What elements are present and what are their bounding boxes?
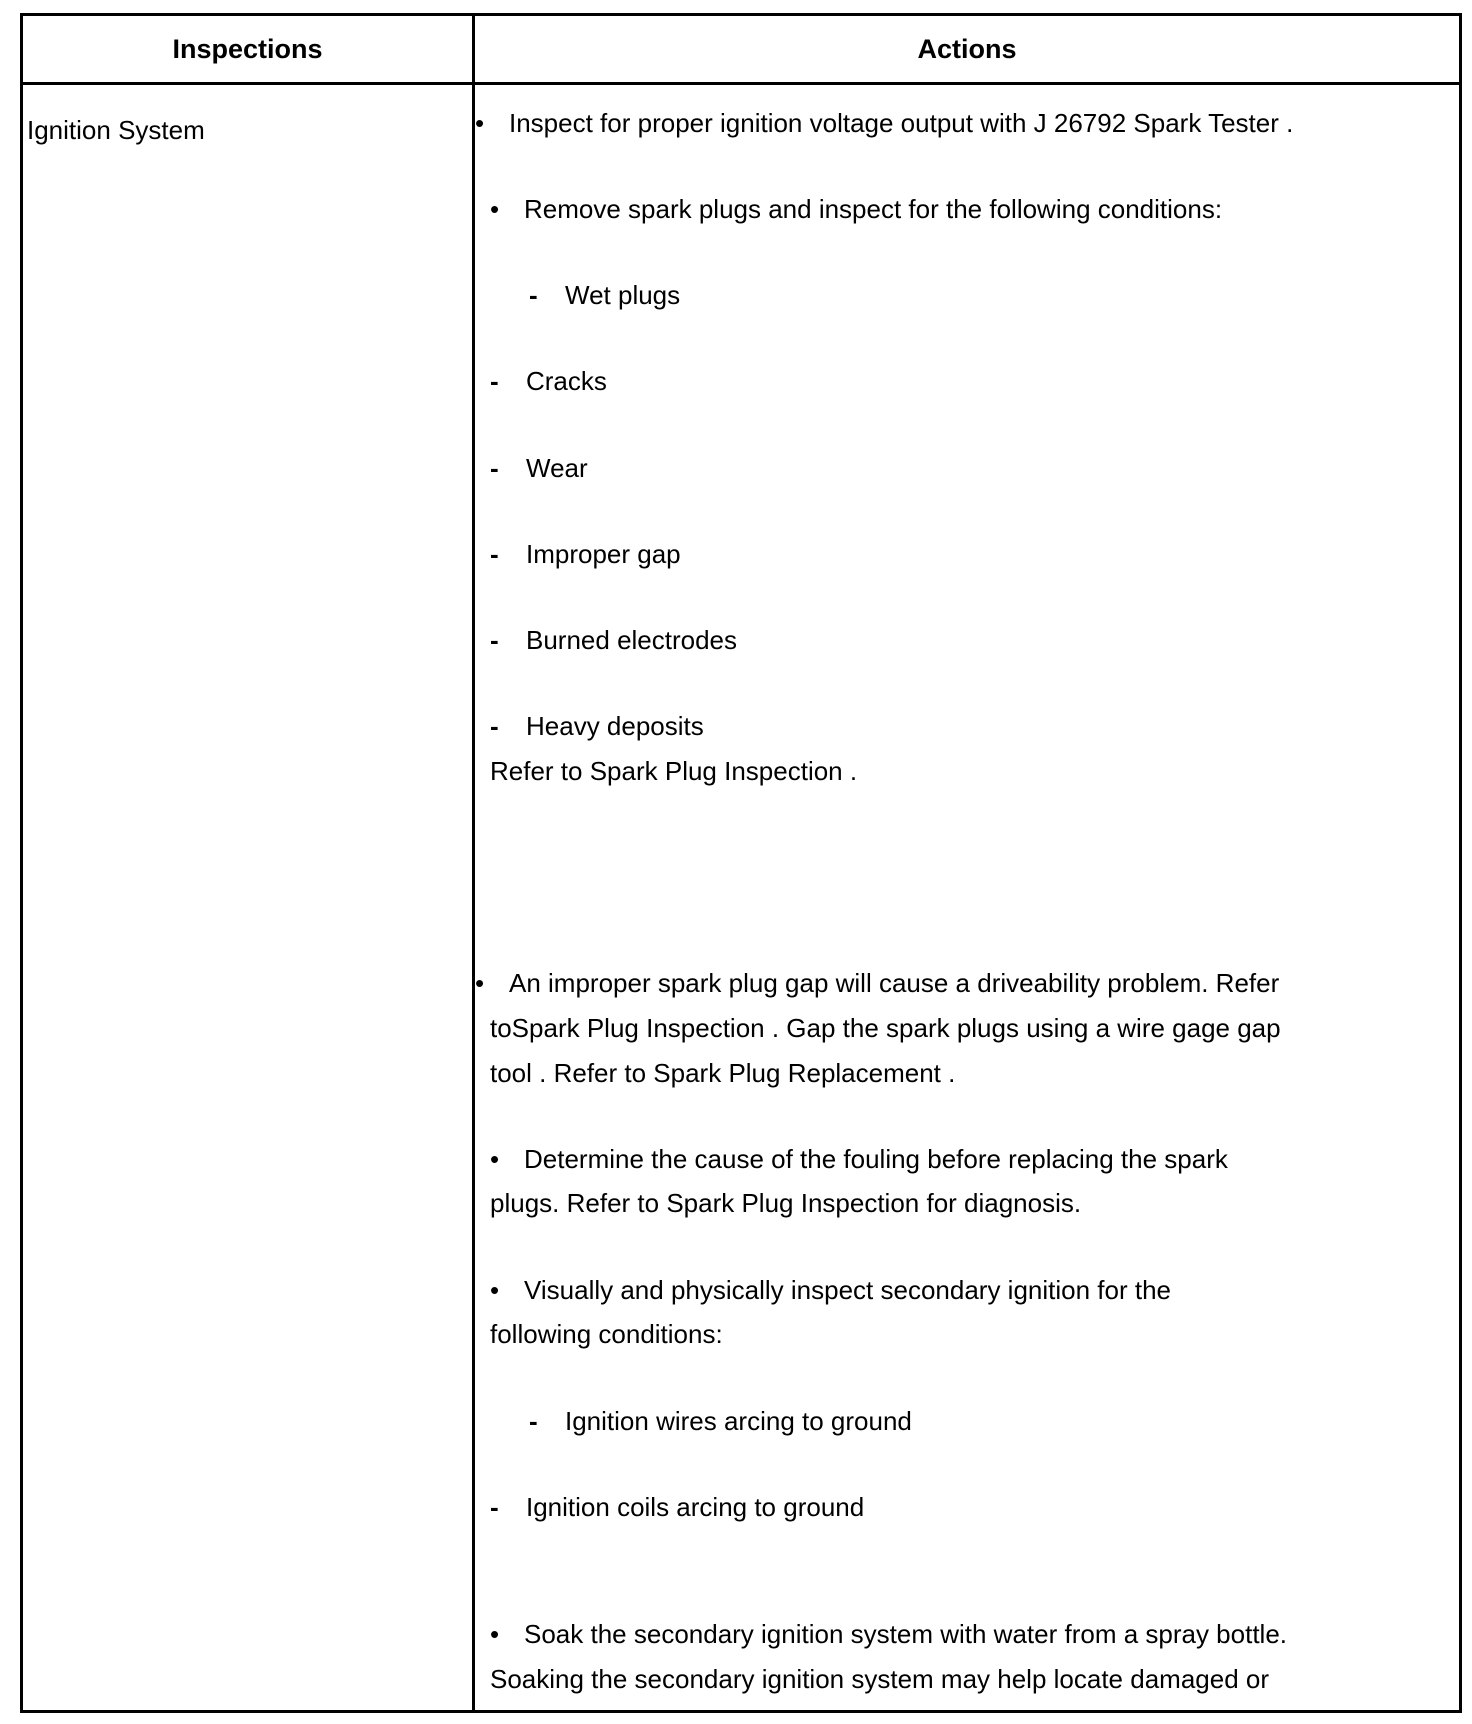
inspection-table <box>20 13 1462 1713</box>
condition-item: - Wet plugs <box>529 280 681 310</box>
action-item: • Visually and physically inspect secondary ignition for the <box>490 1268 1171 1312</box>
action-item: • Soak the secondary ignition system with water from a spray bottle. <box>490 1612 1287 1656</box>
bullet: • <box>490 1275 500 1305</box>
column-divider <box>472 16 475 1710</box>
condition-item: - Wear <box>490 453 588 483</box>
condition-item: - Improper gap <box>490 539 681 569</box>
action-text-line: plugs. Refer to Spark Plug Inspection for diagnosis. <box>490 1188 1082 1218</box>
header-actions: Actions <box>917 33 1017 64</box>
action-text-line: Soaking the secondary ignition system may help locate damaged or <box>490 1664 1269 1694</box>
bullet: • <box>490 194 500 224</box>
header-inspections: Inspections <box>172 33 323 64</box>
condition-item: - Ignition wires arcing to ground <box>529 1406 912 1436</box>
condition-item: - Heavy deposits <box>490 711 704 741</box>
bullet: • <box>490 1144 500 1174</box>
action-item: • Inspect for proper ignition voltage output with J 26792 Spark Tester . <box>475 101 1293 145</box>
condition-item: - Burned electrodes <box>490 625 738 655</box>
bullet: • <box>475 108 485 138</box>
action-item: • An improper spark plug gap will cause a driveability problem. Refer <box>475 961 1279 1005</box>
action-text-line: following conditions: <box>490 1319 723 1349</box>
action-item: • Remove spark plugs and inspect for the following conditions: <box>490 187 1222 231</box>
refer-text: Refer to Spark Plug Inspection . <box>490 756 858 786</box>
action-text-line: toSpark Plug Inspection . Gap the spark plugs using a wire gage gap <box>490 1013 1281 1043</box>
header-divider <box>23 82 1459 85</box>
bullet: • <box>490 1619 500 1649</box>
condition-item: - Ignition coils arcing to ground <box>490 1492 865 1522</box>
inspection-cell: Ignition System <box>27 115 205 145</box>
bullet: • <box>475 968 485 998</box>
action-text-line: tool . Refer to Spark Plug Replacement . <box>490 1058 956 1088</box>
action-item: • Determine the cause of the fouling before replacing the spark <box>490 1137 1228 1181</box>
condition-item: - Cracks <box>490 366 607 396</box>
